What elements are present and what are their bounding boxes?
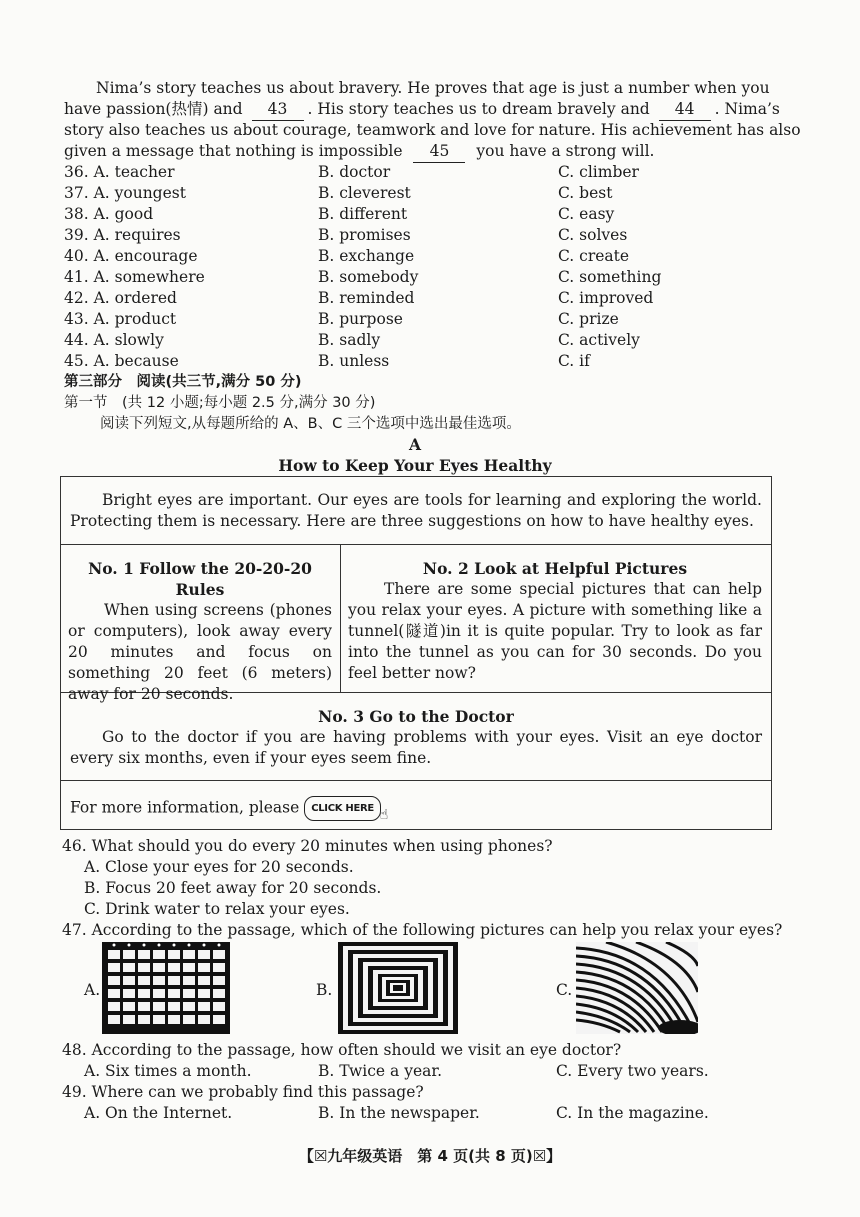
passage-line-4: given a message that nothing is impossible 45 you have a strong will. [64,141,654,163]
more-info: For more information, please CLICK HERE ☝ [70,796,381,821]
option-42-c: C. improved [558,289,654,307]
question-48-option-b: B. Twice a year. [318,1062,443,1080]
tunnel-picture [338,942,458,1034]
tip-1-title: No. 1 Follow the 20-20-20 Rules [88,559,312,599]
grid-picture [102,942,230,1034]
tip-2-title: No. 2 Look at Helpful Pictures [422,559,688,578]
passage-line-3: story also teaches us about courage, teamwork and love for nature. His achievement has also [64,121,801,139]
question-49: 49. Where can we probably find this passage? [62,1083,424,1101]
tip-3-title: No. 3 Go to the Doctor [318,707,514,726]
option-43-b: B. purpose [318,310,403,328]
blank-44: 44 [659,99,711,121]
option-38-c: C. easy [558,205,615,223]
passage-title: How to Keep Your Eyes Healthy [278,456,552,475]
question-49-option-b: B. In the newspaper. [318,1104,480,1122]
option-45-b: B. unless [318,352,390,370]
option-39-c: C. solves [558,226,628,244]
blank-43: 43 [252,99,304,121]
option-36-b: B. doctor [318,163,391,181]
option-43-a: 43. A. product [64,310,177,328]
question-47-option-b: B. [316,981,333,999]
question-46-option-a: A. Close your eyes for 20 seconds. [84,858,354,876]
option-41-c: C. something [558,268,662,286]
option-40-c: C. create [558,247,630,265]
option-42-b: B. reminded [318,289,415,307]
question-47: 47. According to the passage, which of the following pictures can help you relax your eyes? [62,921,783,939]
option-36-c: C. climber [558,163,639,181]
question-48-option-a: A. Six times a month. [84,1062,252,1080]
option-38-b: B. different [318,205,408,223]
part-3-heading: 第三部分 阅读(共三节,满分 50 分) [64,374,302,390]
option-44-a: 44. A. slowly [64,331,164,349]
question-49-option-c: C. In the magazine. [556,1104,709,1122]
question-46: 46. What should you do every 20 minutes when using phones? [62,837,553,855]
passage-top [64,78,772,99]
option-41-b: B. somebody [318,268,419,286]
question-49-option-a: A. On the Internet. [84,1104,233,1122]
tip-1 [68,558,332,705]
article-intro: Bright eyes are important. Our eyes are tools for learning and exploring the world. Protecting them is necessary. Here are three suggestions on how to have healthy eyes. [70,491,762,530]
tip-3 [70,706,762,769]
tip-2-body: There are some special pictures that can help you relax your eyes. A picture with something like a tunnel(隧道)in it is quite popular. Try to look as far into the tunnel as you can for 30 seconds. Do you feel better now? [348,580,762,682]
blank-45: 45 [413,141,465,163]
option-36-a: 36. A. teacher [64,163,175,181]
option-40-b: B. exchange [318,247,415,265]
question-47-option-c: C. [556,981,573,999]
option-39-a: 39. A. requires [64,226,181,244]
divider [60,780,772,781]
option-41-a: 41. A. somewhere [64,268,205,286]
option-40-a: 40. A. encourage [64,247,198,265]
question-48-option-c: C. Every two years. [556,1062,709,1080]
option-44-c: C. actively [558,331,640,349]
reading-instruction: 阅读下列短文,从每题所给的 A、B、C 三个选项中选出最佳选项。 [100,416,521,432]
tip-2 [348,558,762,684]
option-42-a: 42. A. ordered [64,289,177,307]
passage-line-2: have passion(热情) and 43 . His story teaches us to dream bravely and 44 . Nima’s [64,99,780,121]
question-47-option-a: A. [84,981,101,999]
option-45-a: 45. A. because [64,352,179,370]
arc-lines-picture [576,942,698,1034]
option-37-c: C. best [558,184,613,202]
page-footer: 【☒九年级英语 第 4 页(共 8 页)☒】 [298,1147,562,1165]
passage-line-1: Nima’s story teaches us about bravery. He proves that age is just a number when you [96,79,770,97]
option-43-c: C. prize [558,310,619,328]
option-37-b: B. cleverest [318,184,411,202]
tip-3-body: Go to the doctor if you are having problems with your eyes. Visit an eye doctor every six months, even if your eyes seem fine. [70,728,762,767]
click-here-button[interactable]: CLICK HERE ☝ [304,796,381,821]
option-44-b: B. sadly [318,331,381,349]
section-1-heading: 第一节 (共 12 小题;每小题 2.5 分,满分 30 分) [64,395,376,411]
tip-1-body: When using screens (phones or computers), look away every 20 minutes and focus on something 20 feet (6 meters) away for 20 seconds. [68,601,332,703]
question-46-option-b: B. Focus 20 feet away for 20 seconds. [84,879,382,897]
hand-pointer-icon: ☝ [379,807,388,823]
question-46-option-c: C. Drink water to relax your eyes. [84,900,350,918]
option-45-c: C. if [558,352,590,370]
passage-letter: A [408,435,422,454]
question-48: 48. According to the passage, how often should we visit an eye doctor? [62,1041,622,1059]
divider [60,544,772,545]
option-37-a: 37. A. youngest [64,184,186,202]
divider [340,544,341,692]
option-38-a: 38. A. good [64,205,154,223]
option-39-b: B. promises [318,226,411,244]
